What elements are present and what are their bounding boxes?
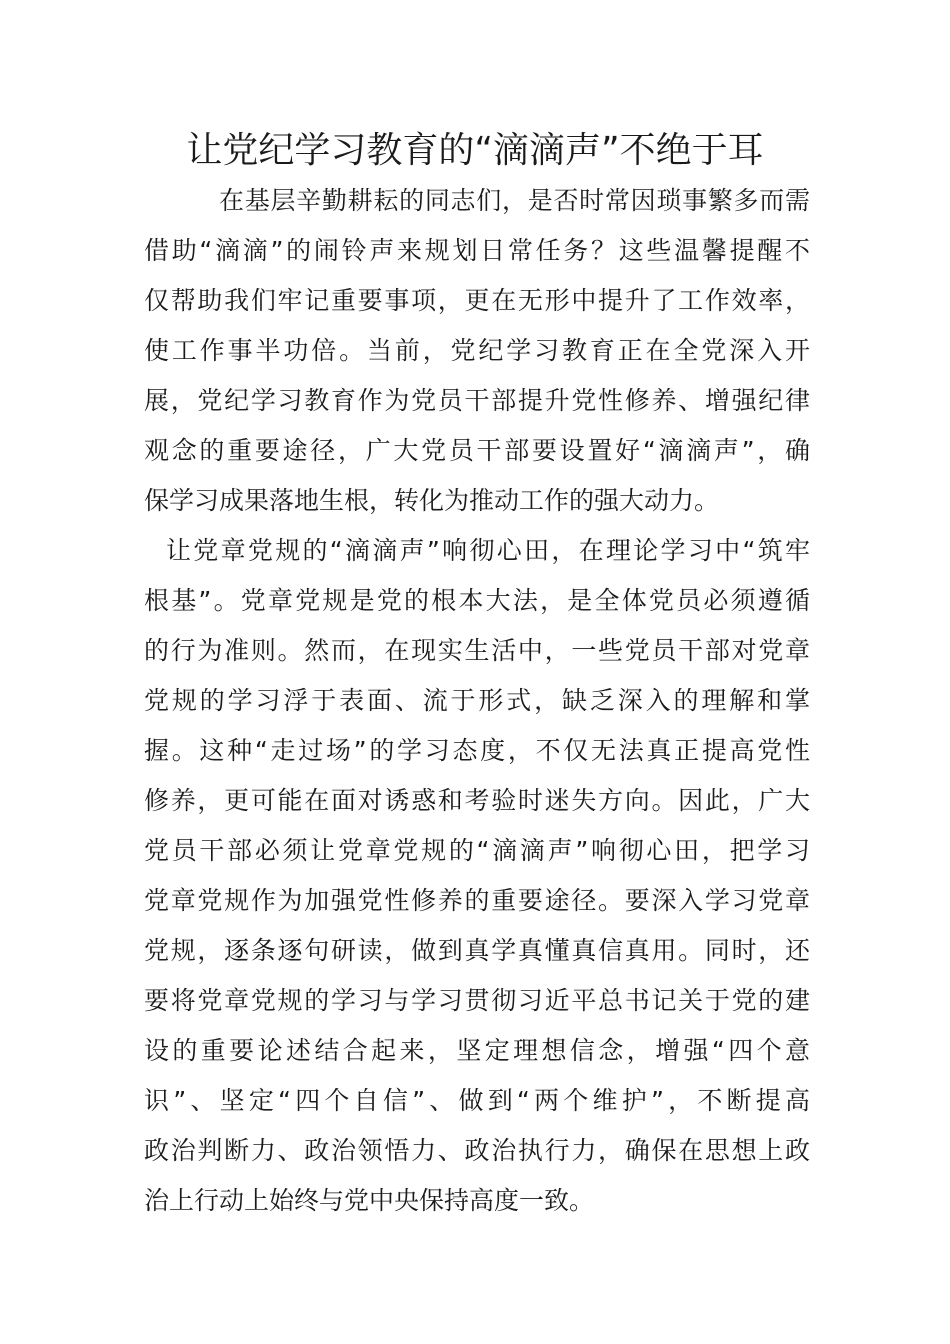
paragraph-line: 设的重要论述结合起来，坚定理想信念，增强“四个意 (144, 1036, 810, 1065)
paragraph-line: 仅帮助我们牢记重要事项，更在无形中提升了工作效率， (144, 286, 810, 315)
paragraph-line: 党章党规作为加强党性修养的重要途径。要深入学习党章 (144, 886, 810, 915)
paragraph-line: 修养，更可能在面对诱惑和考验时迷失方向。因此，广大 (144, 786, 810, 815)
paragraph-line: 根基”。党章党规是党的根本大法，是全体党员必须遵循 (144, 586, 810, 615)
paragraph-line: 要将党章党规的学习与学习贯彻习近平总书记关于党的建 (144, 986, 810, 1015)
paragraph-line: 展，党纪学习教育作为党员干部提升党性修养、增强纪律 (144, 386, 810, 415)
paragraph-line: 识”、坚定“四个自信”、做到“两个维护”，不断提高 (144, 1086, 810, 1115)
paragraph-line: 治上行动上始终与党中央保持高度一致。 (144, 1186, 595, 1215)
paragraph-line: 握。这种“走过场”的学习态度，不仅无法真正提高党性 (144, 736, 810, 765)
paragraph-line: 的行为准则。然而，在现实生活中，一些党员干部对党章 (144, 636, 810, 665)
paragraph-line: 观念的重要途径，广大党员干部要设置好“滴滴声”，确 (144, 436, 810, 465)
paragraph-2 (144, 526, 810, 1226)
paragraph-1 (144, 176, 810, 526)
document-title: 让党纪学习教育的“滴滴声”不绝于耳 (186, 130, 764, 171)
paragraph-line: 保学习成果落地生根，转化为推动工作的强大动力。 (144, 486, 720, 515)
paragraph-line: 政治判断力、政治领悟力、政治执行力，确保在思想上政 (144, 1136, 810, 1165)
paragraph-line: 使工作事半功倍。当前，党纪学习教育正在全党深入开 (144, 336, 810, 365)
paragraph-line: 在基层辛勤耕耘的同志们，是否时常因琐事繁多而需 (219, 186, 810, 215)
paragraph-line: 借助“滴滴”的闹铃声来规划日常任务？这些温馨提醒不 (144, 236, 810, 265)
paragraph-line: 党员干部必须让党章党规的“滴滴声”响彻心田，把学习 (144, 836, 810, 865)
paragraph-line: 党规的学习浮于表面、流于形式，缺乏深入的理解和掌 (144, 686, 810, 715)
paragraph-line: 让党章党规的“滴滴声”响彻心田，在理论学习中“筑牢 (166, 536, 810, 565)
paragraph-line: 党规，逐条逐句研读，做到真学真懂真信真用。同时，还 (144, 936, 810, 965)
